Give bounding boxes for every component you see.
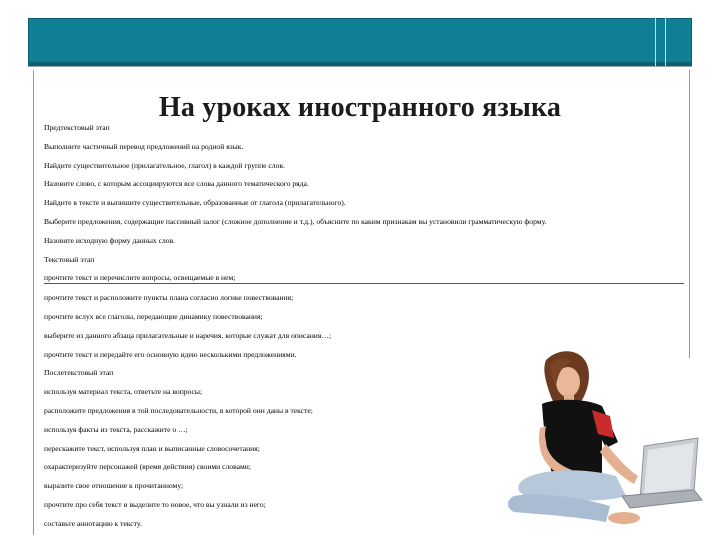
slide-title: На уроках иностранного языка xyxy=(158,92,562,123)
list-item: Выполните частичный перевод предложений на родной язык. xyxy=(44,141,244,151)
student-with-laptop-image xyxy=(506,346,706,536)
list-item: прочтите про себя текст и выделите то новое, что вы узнали из него; xyxy=(44,499,266,509)
slide-frame-left-rule xyxy=(33,70,34,535)
list-item: прочтите текст и передайте его основную идею несколькими предложениями. xyxy=(44,349,297,359)
list-item: используя факты из текста, расскажите о …; xyxy=(44,424,188,434)
list-item: охарактеризуйте персонажей (время действия) своими словами; xyxy=(44,462,251,472)
section-heading: Послетекстовый этап xyxy=(44,368,114,378)
section-heading: Предтекстовый этап xyxy=(44,123,110,132)
list-item: выразите свое отношение к прочитанному; xyxy=(44,481,184,491)
list-item: выберите из данного абзаца прилагательные и наречия, которые служат для описания…; xyxy=(44,330,332,340)
list-item: перескажите текст, используя план и выписанные словосочетания; xyxy=(44,443,260,453)
header-divider xyxy=(665,18,666,66)
list-item: Назовите исходную форму данных слов. xyxy=(44,235,176,245)
section-heading: Текстовый этап xyxy=(44,254,95,264)
header-divider xyxy=(655,18,656,66)
list-item: расположите предложения в той последовательности, в которой они даны в тексте; xyxy=(44,405,313,415)
list-item: составьте аннотацию к тексту. xyxy=(44,518,142,528)
list-item: Выберите предложения, содержащие пассивный залог (сложное дополнение и т.д.), объясните по каким признакам вы установили грамматическую форму. xyxy=(44,216,547,226)
list-item: Назовите слово, с которым ассоциируются все слова данного тематического ряда. xyxy=(44,179,309,189)
slide-frame-top-rule xyxy=(28,66,692,67)
header-bar xyxy=(28,18,692,66)
list-item: Найдите в тексте и выпишите существительные, образованные от глагола (прилагательного). xyxy=(44,198,346,208)
header-accent-line xyxy=(28,62,692,65)
list-item: прочтите текст и расположите пункты плана согласно логике повествования; xyxy=(44,293,294,303)
list-item: прочтите вслух все глаголы, передающие динамику повествования; xyxy=(44,311,263,321)
list-item: Найдите существительное (прилагательное, глагол) в каждой группе слов. xyxy=(44,160,285,170)
list-item: используя материал текста, ответьте на вопросы; xyxy=(44,387,203,397)
list-item: прочтите текст и перечислите вопросы, освещаемые в нем; xyxy=(44,272,684,284)
